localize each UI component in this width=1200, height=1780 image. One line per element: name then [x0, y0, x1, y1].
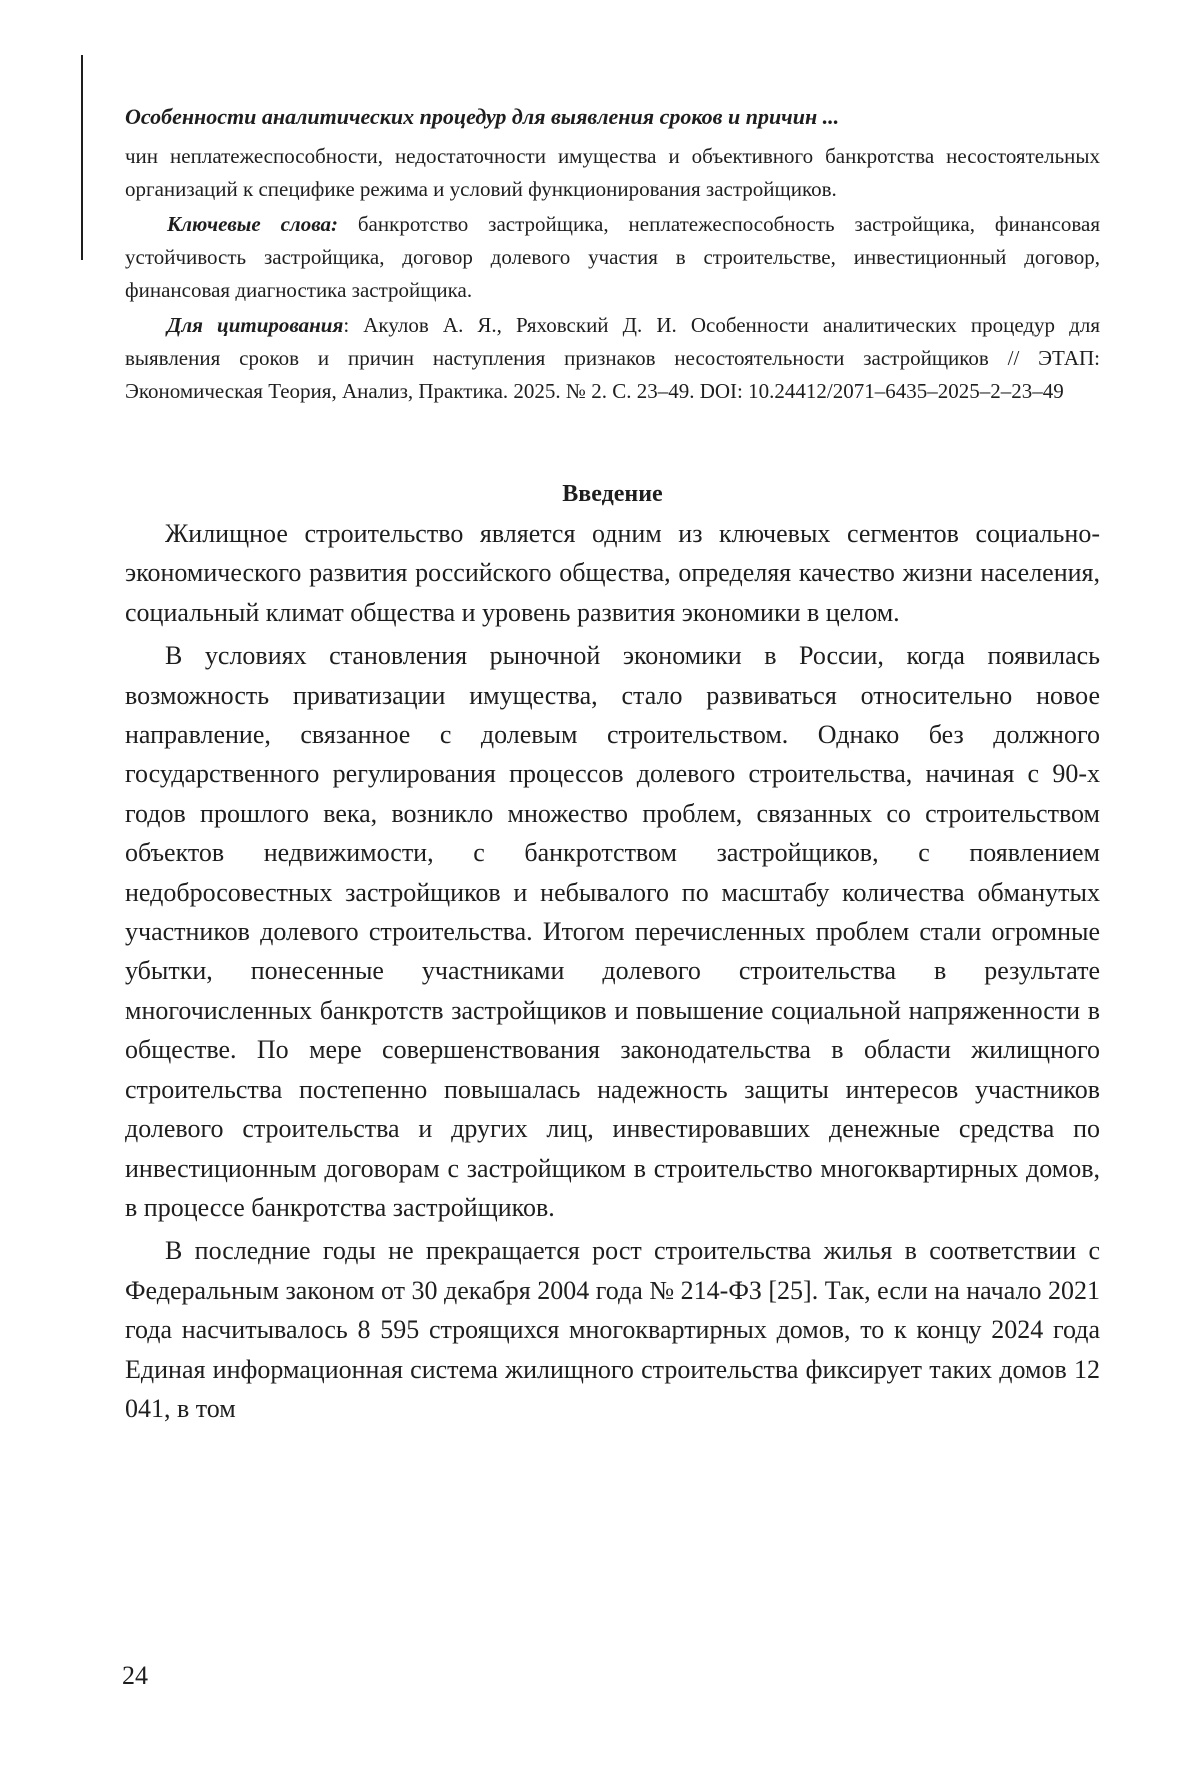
margin-rule: [81, 55, 83, 260]
keywords-text: банкротство застройщика, неплатежеспособность застройщика, финансовая устойчивость застройщика, договор долевого участия в строительстве, инвестиционный договор, финансовая диагностика застройщика.: [125, 212, 1100, 302]
abstract-tail: чин неплатежеспособности, недостаточности имущества и объективного банкротства несостоятельных организаций к специфике режима и условий функционирования застройщиков.: [125, 144, 1100, 201]
page-number: 24: [122, 1661, 148, 1690]
citation-text: Акулов А. Я., Ряховский Д. И. Особенности аналитических процедур для выявления сроков и причин наступления признаков несостоятельности застройщиков // ЭТАП: Экономическая Теория, Анализ, Практика. 2025. № 2. С. 23–49. DOI: 10.24412/2071–6435–2025–2–23–49: [125, 313, 1100, 403]
paragraph: В последние годы не прекращается рост строительства жилья в соответствии с Федеральным законом от 30 декабря 2004 года № 214-ФЗ [25]. Так, если на начало 2021 года насчитывалось 8 595 строящихся многоквартирных домов, то к концу 2024 года Единая информационная система жилищного строительства фиксирует таких домов 12 041, в том: [125, 1236, 1100, 1423]
paragraph: Жилищное строительство является одним из ключевых сегментов социально-экономического развития российского общества, определяя качество жизни населения, социальный климат общества и уровень развития экономики в целом.: [125, 519, 1100, 627]
page-content: [125, 102, 1100, 1428]
citation-label: Для цитирования: [167, 313, 344, 337]
paragraph: В условиях становления рыночной экономики в России, когда появилась возможность приватизации имущества, стало развиваться относительно новое направление, связанное с долевым строительством. Однако без должного государственного регулирования процессов долевого строительства, начиная с 90-х годов прошлого века, возникло множество проблем, связанных со строительством объектов недвижимости, с банкротством застройщиков, с появлением недобросовестных застройщиков и небывалого по масштабу количества обманутых участников долевого строительства. Итогом перечисленных проблем стали огромные убытки, понесенные участниками долевого строительства в результате многочисленных банкротств застройщиков и повышение социальной напряженности в обществе. По мере совершенствования законодательства в области жилищного строительства постепенно повышалась надежность защиты интересов участников долевого строительства и других лиц, инвестировавших денежные средства по инвестиционным договорам с застройщиком в строительство многоквартирных домов, в процессе банкротства застройщиков.: [125, 641, 1100, 1222]
citation-separator: :: [343, 313, 350, 337]
running-title: Особенности аналитических процедур для выявления сроков и причин ...: [125, 104, 840, 129]
keywords-label: Ключевые слова: [167, 212, 331, 236]
keywords: [125, 208, 1100, 307]
citation: [125, 309, 1100, 408]
section-title: Введение: [562, 481, 663, 507]
section-body: [125, 514, 1100, 1428]
front-matter: [125, 140, 1100, 408]
keywords-separator: :: [330, 212, 338, 236]
